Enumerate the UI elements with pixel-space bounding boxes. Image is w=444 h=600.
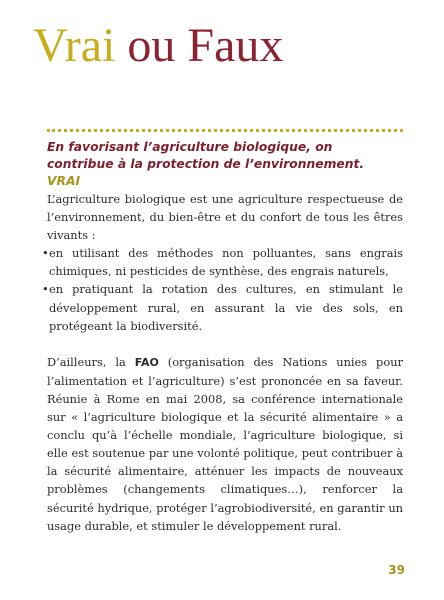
bullet-text: en pratiquant la rotation des cultures, en stimulant le développement rural, en assurant la vie des sols, en protégeant la biodiversité. bbox=[49, 282, 403, 333]
page-number: 39 bbox=[388, 563, 405, 577]
list-item bbox=[42, 244, 403, 280]
page-title bbox=[33, 19, 284, 72]
bullet-dot: • bbox=[42, 246, 49, 261]
list-item bbox=[42, 280, 403, 334]
bullet-dot: • bbox=[42, 282, 49, 297]
main-content bbox=[42, 139, 403, 535]
paragraph-fao bbox=[47, 353, 403, 535]
bullet-text: en utilisant des méthodes non polluantes, sans engrais chimiques, ni pesticides de synthèse, des engrais naturels, bbox=[49, 246, 403, 279]
dotted-divider bbox=[47, 129, 403, 132]
question-text: En favorisant l’agriculture biologique, on contribue à la protection de l’environnement. bbox=[47, 140, 365, 171]
fao-highlight: FAO bbox=[134, 355, 159, 369]
paragraph-intro: L’agriculture biologique est une agriculture respectueuse de l’environnement, du bien-être et du confort de tous les êtres vivants : bbox=[47, 192, 403, 243]
bullet-list bbox=[42, 244, 403, 334]
paragraph-fao-before: D’ailleurs, la bbox=[47, 354, 135, 369]
title-word-ou-faux: ou Faux bbox=[127, 19, 284, 72]
paragraph-fao-after: (organisation des Nations unies pour l’alimentation et l’agriculture) s’est prononcée en sa faveur. Réunie à Rome en mai 2008, sa conférence internationale sur « l’agriculture biologique et la sécurité alimentaire » a conclu qu’à l’échelle mondiale, l’agriculture biologique, si elle est soutenue par une volonté politique, peut contribuer à la sécurité alimentaire, atténuer les impacts de nouveaux problèmes (changements climatiques…), renforcer la sécurité hydrique, protéger l’agrobiodiversité, en garantir un usage durable, et stimuler le développement rural. bbox=[47, 354, 403, 533]
title-word-vrai: Vrai bbox=[33, 19, 116, 72]
answer-label: VRAI bbox=[47, 174, 81, 188]
